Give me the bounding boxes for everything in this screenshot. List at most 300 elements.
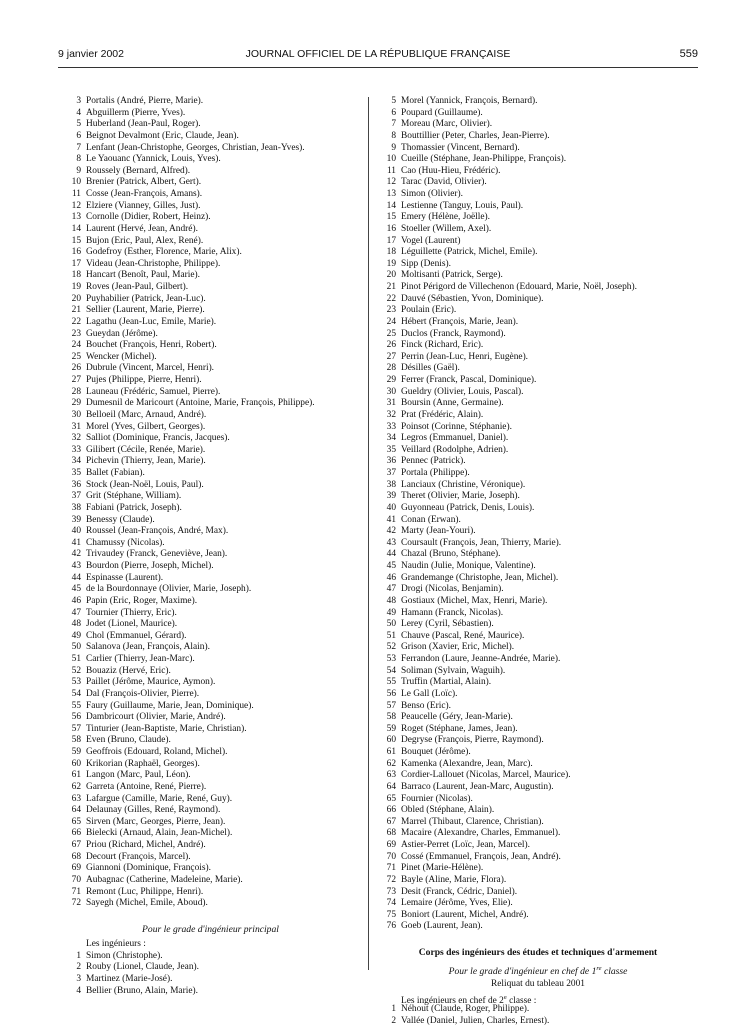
list-item bbox=[58, 177, 363, 189]
list-item bbox=[58, 828, 363, 840]
entry-name: Peaucelle (Géry, Jean-Marie). bbox=[401, 712, 513, 723]
entry-rank: 62 bbox=[71, 781, 81, 792]
list-item bbox=[58, 573, 363, 585]
entry-rank: 25 bbox=[386, 328, 396, 339]
entry-rank: 63 bbox=[71, 793, 81, 804]
entry-name: Veillard (Rodolphe, Adrien). bbox=[401, 444, 509, 455]
entry-rank: 4 bbox=[76, 985, 81, 996]
entry-rank: 2 bbox=[391, 1015, 396, 1026]
entry-name: Geoffrois (Edouard, Roland, Michel). bbox=[86, 747, 228, 757]
entry-name: Roget (Stéphane, James, Jean). bbox=[401, 723, 518, 734]
entry-name: Gueldry (Olivier, Louis, Pascal). bbox=[401, 386, 524, 397]
entry-rank: 8 bbox=[391, 130, 396, 141]
entry-rank: 7 bbox=[391, 119, 396, 130]
entry-name: Salliot (Dominique, Francis, Jacques). bbox=[86, 433, 230, 444]
list-item bbox=[373, 817, 703, 829]
entry-name: Dambricourt (Olivier, Marie, André). bbox=[86, 712, 226, 723]
entry-name: Le Gall (Loïc). bbox=[401, 688, 458, 699]
entry-name: Chazal (Bruno, Stéphane). bbox=[401, 549, 501, 560]
list-item bbox=[58, 491, 363, 503]
entry-name: Chamussy (Nicolas). bbox=[86, 537, 165, 548]
entry-name: Roves (Jean-Paul, Gilbert). bbox=[86, 282, 189, 292]
entry-name: Espinasse (Laurent). bbox=[86, 572, 164, 583]
entry-rank: 11 bbox=[71, 189, 81, 199]
entry-rank: 24 bbox=[386, 316, 396, 327]
entry-name: Bourdon (Pierre, Joseph, Michel). bbox=[86, 561, 214, 571]
right-entry-list bbox=[373, 96, 703, 933]
list-item bbox=[373, 770, 703, 782]
entry-name: Faury (Guillaume, Marie, Jean, Dominique). bbox=[86, 700, 254, 711]
entry-rank: 34 bbox=[71, 456, 81, 467]
entry-rank: 59 bbox=[71, 747, 81, 757]
entry-rank: 35 bbox=[386, 444, 396, 455]
entry-name: Obled (Stéphane, Alain). bbox=[401, 805, 495, 816]
entry-rank: 69 bbox=[71, 863, 81, 874]
entry-rank: 57 bbox=[386, 700, 396, 711]
entry-name: Macaire (Alexandre, Charles, Emmanuel). bbox=[401, 828, 561, 839]
entry-rank: 1 bbox=[76, 950, 81, 961]
list-item bbox=[58, 770, 363, 782]
list-item bbox=[58, 445, 363, 457]
left-entry-list bbox=[58, 96, 363, 910]
entry-name: Hancart (Benoît, Paul, Marie). bbox=[86, 270, 201, 281]
entry-rank: 31 bbox=[386, 398, 396, 409]
entry-name: Poinsot (Corinne, Stéphanie). bbox=[401, 421, 512, 432]
entry-rank: 19 bbox=[386, 258, 396, 269]
entry-rank: 20 bbox=[71, 293, 81, 304]
list-item bbox=[373, 898, 703, 910]
entry-rank: 11 bbox=[386, 165, 396, 176]
list-item bbox=[373, 468, 703, 480]
entry-rank: 28 bbox=[386, 363, 396, 374]
entry-name: Lemaire (Jérôme, Yves, Elie). bbox=[401, 898, 513, 909]
entry-name: Boursin (Anne, Germaine). bbox=[401, 398, 504, 409]
list-item bbox=[58, 259, 363, 271]
entry-rank: 66 bbox=[71, 828, 81, 839]
list-item bbox=[373, 794, 703, 806]
entry-rank: 22 bbox=[71, 316, 81, 327]
entry-rank: 23 bbox=[386, 305, 396, 316]
list-item bbox=[373, 259, 703, 271]
list-item bbox=[373, 549, 703, 561]
entry-name: Laurent (Hervé, Jean, André). bbox=[86, 223, 198, 234]
list-item bbox=[58, 608, 363, 620]
list-item bbox=[58, 189, 363, 201]
list-item bbox=[58, 212, 363, 224]
entry-rank: 64 bbox=[386, 781, 396, 792]
entry-rank: 70 bbox=[71, 874, 81, 885]
entry-name: Tournier (Thierry, Eric). bbox=[86, 607, 177, 618]
list-item bbox=[373, 863, 703, 875]
list-item bbox=[58, 584, 363, 596]
entry-name: Degryse (François, Pierre, Raymond). bbox=[401, 735, 544, 746]
reliquat-line: Reliquat du tableau 2001 bbox=[491, 979, 585, 989]
entry-rank: 50 bbox=[386, 619, 396, 630]
list-item bbox=[58, 817, 363, 829]
intro-line: Les ingénieurs en chef de 2e classe : bbox=[401, 994, 537, 1007]
list-item bbox=[58, 538, 363, 550]
list-item bbox=[373, 735, 703, 747]
entry-name: Elziere (Vianney, Gilles, Just). bbox=[86, 200, 201, 211]
entry-name: Trivaudey (Franck, Geneviève, Jean). bbox=[86, 549, 228, 560]
entry-name: Thomassier (Vincent, Bernard). bbox=[401, 142, 520, 153]
list-item bbox=[58, 375, 363, 387]
entry-rank: 19 bbox=[71, 282, 81, 292]
entry-name: Coursault (François, Jean, Thierry, Marie). bbox=[401, 537, 562, 548]
entry-name: Grandemange (Christophe, Jean, Michel). bbox=[401, 572, 559, 583]
list-item bbox=[58, 131, 363, 143]
entry-name: Theret (Olivier, Marie, Joseph). bbox=[401, 491, 520, 502]
entry-rank: 13 bbox=[71, 212, 81, 223]
list-item bbox=[58, 724, 363, 736]
entry-name: Pinet (Marie-Hélène). bbox=[401, 863, 484, 874]
entry-name: Léguillette (Patrick, Michel, Emile). bbox=[401, 247, 538, 258]
entry-name: Simon (Olivier). bbox=[401, 189, 463, 199]
entry-rank: 9 bbox=[391, 142, 396, 153]
entry-rank: 4 bbox=[76, 107, 81, 118]
entry-name: Cao (Huu-Hieu, Frédéric). bbox=[401, 165, 501, 176]
entry-name: Gueydan (Jérôme). bbox=[86, 328, 158, 339]
list-item bbox=[373, 840, 703, 852]
entry-rank: 3 bbox=[76, 96, 81, 106]
list-item bbox=[373, 747, 703, 759]
entry-name: Cornolle (Didier, Robert, Heinz). bbox=[86, 212, 211, 223]
list-item bbox=[58, 759, 363, 771]
entry-name: Soliman (Sylvain, Waguih). bbox=[401, 665, 506, 676]
entry-rank: 75 bbox=[386, 909, 396, 920]
entry-rank: 21 bbox=[386, 282, 396, 292]
entry-rank: 51 bbox=[386, 630, 396, 641]
entry-name: Priou (Richard, Michel, André). bbox=[86, 840, 206, 850]
list-item bbox=[58, 840, 363, 852]
left-column bbox=[58, 96, 363, 997]
entry-name: Marrel (Thibaut, Clarence, Christian). bbox=[401, 816, 544, 827]
entry-rank: 41 bbox=[386, 514, 396, 525]
entry-name: Decourt (François, Marcel). bbox=[86, 851, 191, 862]
entry-name: Barraco (Laurent, Jean-Marc, Augustin). bbox=[401, 781, 554, 792]
list-item bbox=[58, 782, 363, 794]
entry-name: Grit (Stéphane, William). bbox=[86, 491, 182, 502]
entry-rank: 26 bbox=[386, 340, 396, 351]
list-item bbox=[373, 445, 703, 457]
entry-rank: 53 bbox=[386, 654, 396, 664]
entry-rank: 55 bbox=[386, 677, 396, 688]
list-item bbox=[373, 270, 703, 282]
entry-name: Salanova (Jean, François, Alain). bbox=[86, 642, 210, 653]
entry-name: Brenier (Patrick, Albert, Gert). bbox=[86, 177, 202, 188]
entry-name: Bouchet (François, Henri, Robert). bbox=[86, 340, 217, 351]
list-item bbox=[373, 561, 703, 573]
entry-rank: 37 bbox=[386, 468, 396, 478]
list-item bbox=[58, 631, 363, 643]
entry-rank: 63 bbox=[386, 770, 396, 781]
entry-name: Portalis (André, Pierre, Marie). bbox=[86, 96, 204, 106]
entry-name: Garreta (Antoine, René, Pierre). bbox=[86, 781, 207, 792]
entry-name: Désilles (Gaël). bbox=[401, 363, 460, 374]
list-item bbox=[373, 166, 703, 178]
list-item bbox=[373, 433, 703, 445]
entry-name: Huberland (Jean-Paul, Roger). bbox=[86, 119, 201, 130]
entry-name: Poulain (Eric). bbox=[401, 305, 457, 316]
list-item bbox=[58, 666, 363, 678]
entry-name: Dauvé (Sébastien, Yvon, Dominique). bbox=[401, 293, 544, 304]
entry-rank: 51 bbox=[71, 654, 81, 664]
list-item bbox=[58, 701, 363, 713]
entry-name: Kamenka (Alexandre, Jean, Marc). bbox=[401, 758, 533, 769]
list-item bbox=[58, 712, 363, 724]
entry-rank: 17 bbox=[71, 258, 81, 269]
entry-name: Le Yaouanc (Yannick, Louis, Yves). bbox=[86, 154, 221, 165]
corps-title: Corps des ingénieurs des études et techniques d'armement bbox=[418, 947, 658, 958]
entry-rank: 23 bbox=[71, 328, 81, 339]
list-item bbox=[373, 887, 703, 899]
entry-rank: 65 bbox=[71, 816, 81, 827]
list-item bbox=[58, 654, 363, 666]
entry-rank: 67 bbox=[386, 816, 396, 827]
entry-rank: 72 bbox=[71, 898, 81, 909]
entry-name: Néhout (Claude, Roger, Philippe). bbox=[401, 1004, 530, 1014]
entry-name: Roussely (Bernard, Alfred). bbox=[86, 165, 191, 176]
list-item bbox=[58, 166, 363, 178]
list-item bbox=[373, 352, 703, 364]
entry-rank: 74 bbox=[386, 898, 396, 909]
list-item bbox=[58, 619, 363, 631]
list-item bbox=[373, 340, 703, 352]
list-item bbox=[373, 329, 703, 341]
list-item bbox=[58, 561, 363, 573]
entry-name: Lanciaux (Christine, Véronique). bbox=[401, 479, 526, 490]
entry-rank: 34 bbox=[386, 433, 396, 444]
entry-rank: 27 bbox=[386, 351, 396, 362]
entry-rank: 47 bbox=[386, 584, 396, 595]
entry-rank: 6 bbox=[76, 130, 81, 141]
entry-name: Gilibert (Cécile, Renée, Marie). bbox=[86, 444, 206, 455]
entry-rank: 43 bbox=[386, 537, 396, 548]
list-item bbox=[58, 201, 363, 213]
list-item bbox=[58, 294, 363, 306]
list-item bbox=[58, 515, 363, 527]
entry-name: Pinot Périgord de Villechenon (Edouard, Marie, Noël, Joseph). bbox=[401, 282, 637, 292]
entry-name: Astier-Perret (Loïc, Jean, Marcel). bbox=[401, 840, 530, 850]
entry-name: Martinez (Marie-José). bbox=[86, 974, 173, 984]
entry-rank: 29 bbox=[386, 375, 396, 385]
entry-rank: 16 bbox=[71, 247, 81, 258]
entry-name: Cosse (Jean-François, Amans). bbox=[86, 189, 203, 199]
entry-rank: 14 bbox=[386, 200, 396, 211]
entry-name: Goeb (Laurent, Jean). bbox=[401, 921, 483, 932]
section-title-ingenieur-principal: Pour le grade d'ingénieur principal bbox=[142, 923, 279, 935]
entry-rank: 71 bbox=[71, 886, 81, 897]
grade-title: Pour le grade d'ingénieur en chef de 1re classe bbox=[448, 965, 628, 978]
list-item bbox=[58, 852, 363, 864]
entry-name: Desit (Franck, Cédric, Daniel). bbox=[401, 886, 518, 897]
list-item bbox=[58, 410, 363, 422]
entry-name: Dal (François-Olivier, Pierre). bbox=[86, 688, 200, 699]
entry-rank: 1 bbox=[391, 1004, 396, 1014]
list-item bbox=[373, 619, 703, 631]
list-item bbox=[58, 503, 363, 515]
entry-name: Beignot Devalmont (Eric, Claude, Jean). bbox=[86, 130, 239, 141]
entry-rank: 60 bbox=[386, 735, 396, 746]
entry-rank: 73 bbox=[386, 886, 396, 897]
list-item bbox=[373, 805, 703, 817]
entry-rank: 8 bbox=[76, 154, 81, 165]
list-item bbox=[373, 480, 703, 492]
entry-name: Tinturier (Jean-Baptiste, Marie, Christian). bbox=[86, 723, 247, 734]
column-divider bbox=[368, 97, 369, 970]
entry-rank: 17 bbox=[386, 235, 396, 246]
list-item bbox=[58, 468, 363, 480]
entry-rank: 9 bbox=[76, 165, 81, 176]
entry-name: Pennec (Patrick). bbox=[401, 456, 466, 467]
entry-name: Chauve (Pascal, René, Maurice). bbox=[401, 630, 525, 641]
entry-rank: 10 bbox=[71, 177, 81, 188]
entry-name: Pichevin (Thierry, Jean, Marie). bbox=[86, 456, 206, 467]
entry-name: Giannoni (Dominique, François). bbox=[86, 863, 211, 874]
list-item bbox=[373, 387, 703, 399]
entry-rank: 66 bbox=[386, 805, 396, 816]
entry-name: Moreau (Marc, Olivier). bbox=[401, 119, 493, 130]
entry-name: Sayegh (Michel, Emile, Aboud). bbox=[86, 898, 208, 909]
entry-name: Roussel (Jean-François, André, Max). bbox=[86, 526, 229, 537]
list-item bbox=[58, 456, 363, 468]
entry-rank: 44 bbox=[386, 549, 396, 560]
list-item bbox=[373, 422, 703, 434]
list-item bbox=[373, 608, 703, 620]
list-item bbox=[58, 805, 363, 817]
entry-rank: 12 bbox=[71, 200, 81, 211]
entry-rank: 38 bbox=[386, 479, 396, 490]
entry-name: Sellier (Laurent, Marie, Pierre). bbox=[86, 305, 205, 316]
entry-name: Bayle (Aline, Marie, Flora). bbox=[401, 874, 507, 885]
list-item bbox=[373, 398, 703, 410]
entry-rank: 59 bbox=[386, 723, 396, 734]
entry-rank: 65 bbox=[386, 793, 396, 804]
list-item bbox=[373, 759, 703, 771]
entry-name: Portala (Philippe). bbox=[401, 468, 470, 478]
entry-rank: 42 bbox=[386, 526, 396, 537]
list-item bbox=[58, 677, 363, 689]
section-intro: Les ingénieurs : bbox=[86, 938, 146, 949]
entry-rank: 33 bbox=[386, 421, 396, 432]
list-item bbox=[58, 317, 363, 329]
list-item bbox=[373, 724, 703, 736]
list-item bbox=[373, 584, 703, 596]
entry-rank: 26 bbox=[71, 363, 81, 374]
entry-rank: 29 bbox=[71, 398, 81, 409]
header-date: 9 janvier 2002 bbox=[58, 48, 124, 60]
page-header bbox=[58, 48, 698, 62]
list-item bbox=[373, 201, 703, 213]
list-item bbox=[373, 666, 703, 678]
entry-name: Pujes (Philippe, Pierre, Henri). bbox=[86, 375, 202, 385]
entry-name: Emery (Hélène, Joëlle). bbox=[401, 212, 491, 223]
list-item bbox=[58, 689, 363, 701]
list-item bbox=[373, 212, 703, 224]
list-item bbox=[373, 189, 703, 201]
header-rule bbox=[58, 67, 698, 68]
entry-rank: 49 bbox=[386, 607, 396, 618]
list-item bbox=[58, 433, 363, 445]
entry-rank: 61 bbox=[71, 770, 81, 781]
list-item bbox=[373, 596, 703, 608]
list-item bbox=[58, 898, 363, 910]
entry-name: Lagathu (Jean-Luc, Emile, Marie). bbox=[86, 316, 217, 327]
entry-name: Bouquet (Jérôme). bbox=[401, 747, 471, 757]
entry-name: Paillet (Jérôme, Maurice, Aymon). bbox=[86, 677, 216, 688]
list-item bbox=[58, 154, 363, 166]
entry-name: Belloeil (Marc, Arnaud, André). bbox=[86, 409, 207, 420]
entry-name: Puyhabilier (Patrick, Jean-Luc). bbox=[86, 293, 206, 304]
entry-name: Fournier (Nicolas). bbox=[401, 793, 473, 804]
list-item bbox=[373, 375, 703, 387]
entry-name: Delaunay (Gilles, René, Raymond). bbox=[86, 805, 221, 816]
list-item bbox=[373, 282, 703, 294]
list-item bbox=[373, 689, 703, 701]
list-item bbox=[58, 363, 363, 375]
list-item bbox=[373, 96, 703, 108]
list-item bbox=[58, 863, 363, 875]
list-item bbox=[373, 177, 703, 189]
entry-name: Perrin (Jean-Luc, Henri, Eugène). bbox=[401, 351, 529, 362]
entry-rank: 69 bbox=[386, 840, 396, 850]
list-item bbox=[373, 317, 703, 329]
entry-name: Remont (Luc, Philippe, Henri). bbox=[86, 886, 204, 897]
list-item bbox=[58, 974, 363, 986]
entry-rank: 5 bbox=[391, 96, 396, 106]
entry-rank: 54 bbox=[71, 688, 81, 699]
list-item bbox=[58, 596, 363, 608]
entry-rank: 21 bbox=[71, 305, 81, 316]
list-item bbox=[58, 143, 363, 155]
entry-name: Bielecki (Arnaud, Alain, Jean-Michel). bbox=[86, 828, 233, 839]
entry-rank: 45 bbox=[386, 561, 396, 571]
list-item bbox=[58, 875, 363, 887]
list-item bbox=[373, 515, 703, 527]
entry-rank: 71 bbox=[386, 863, 396, 874]
entry-name: Benso (Eric). bbox=[401, 700, 451, 711]
entry-rank: 24 bbox=[71, 340, 81, 351]
list-item bbox=[58, 794, 363, 806]
list-item bbox=[373, 491, 703, 503]
list-item bbox=[373, 921, 703, 933]
entry-rank: 61 bbox=[386, 747, 396, 757]
list-item bbox=[58, 951, 363, 963]
entry-rank: 42 bbox=[71, 549, 81, 560]
entry-name: Gostiaux (Michel, Max, Henri, Marie). bbox=[401, 595, 548, 606]
entry-name: Bellier (Bruno, Alain, Marie). bbox=[86, 985, 198, 996]
entry-rank: 53 bbox=[71, 677, 81, 688]
list-item bbox=[58, 329, 363, 341]
entry-rank: 47 bbox=[71, 607, 81, 618]
entry-rank: 37 bbox=[71, 491, 81, 502]
entry-rank: 27 bbox=[71, 375, 81, 385]
list-item bbox=[373, 236, 703, 248]
list-item bbox=[58, 305, 363, 317]
entry-rank: 38 bbox=[71, 502, 81, 513]
entry-rank: 40 bbox=[386, 502, 396, 513]
entry-name: Lestienne (Tanguy, Louis, Paul). bbox=[401, 200, 524, 211]
entry-rank: 56 bbox=[386, 688, 396, 699]
entry-rank: 76 bbox=[386, 921, 396, 932]
entry-rank: 52 bbox=[386, 642, 396, 653]
spacer bbox=[58, 910, 363, 922]
list-item bbox=[58, 270, 363, 282]
header-page-number: 559 bbox=[679, 48, 698, 60]
entry-rank: 31 bbox=[71, 421, 81, 432]
list-item bbox=[58, 986, 363, 998]
entry-rank: 60 bbox=[71, 758, 81, 769]
